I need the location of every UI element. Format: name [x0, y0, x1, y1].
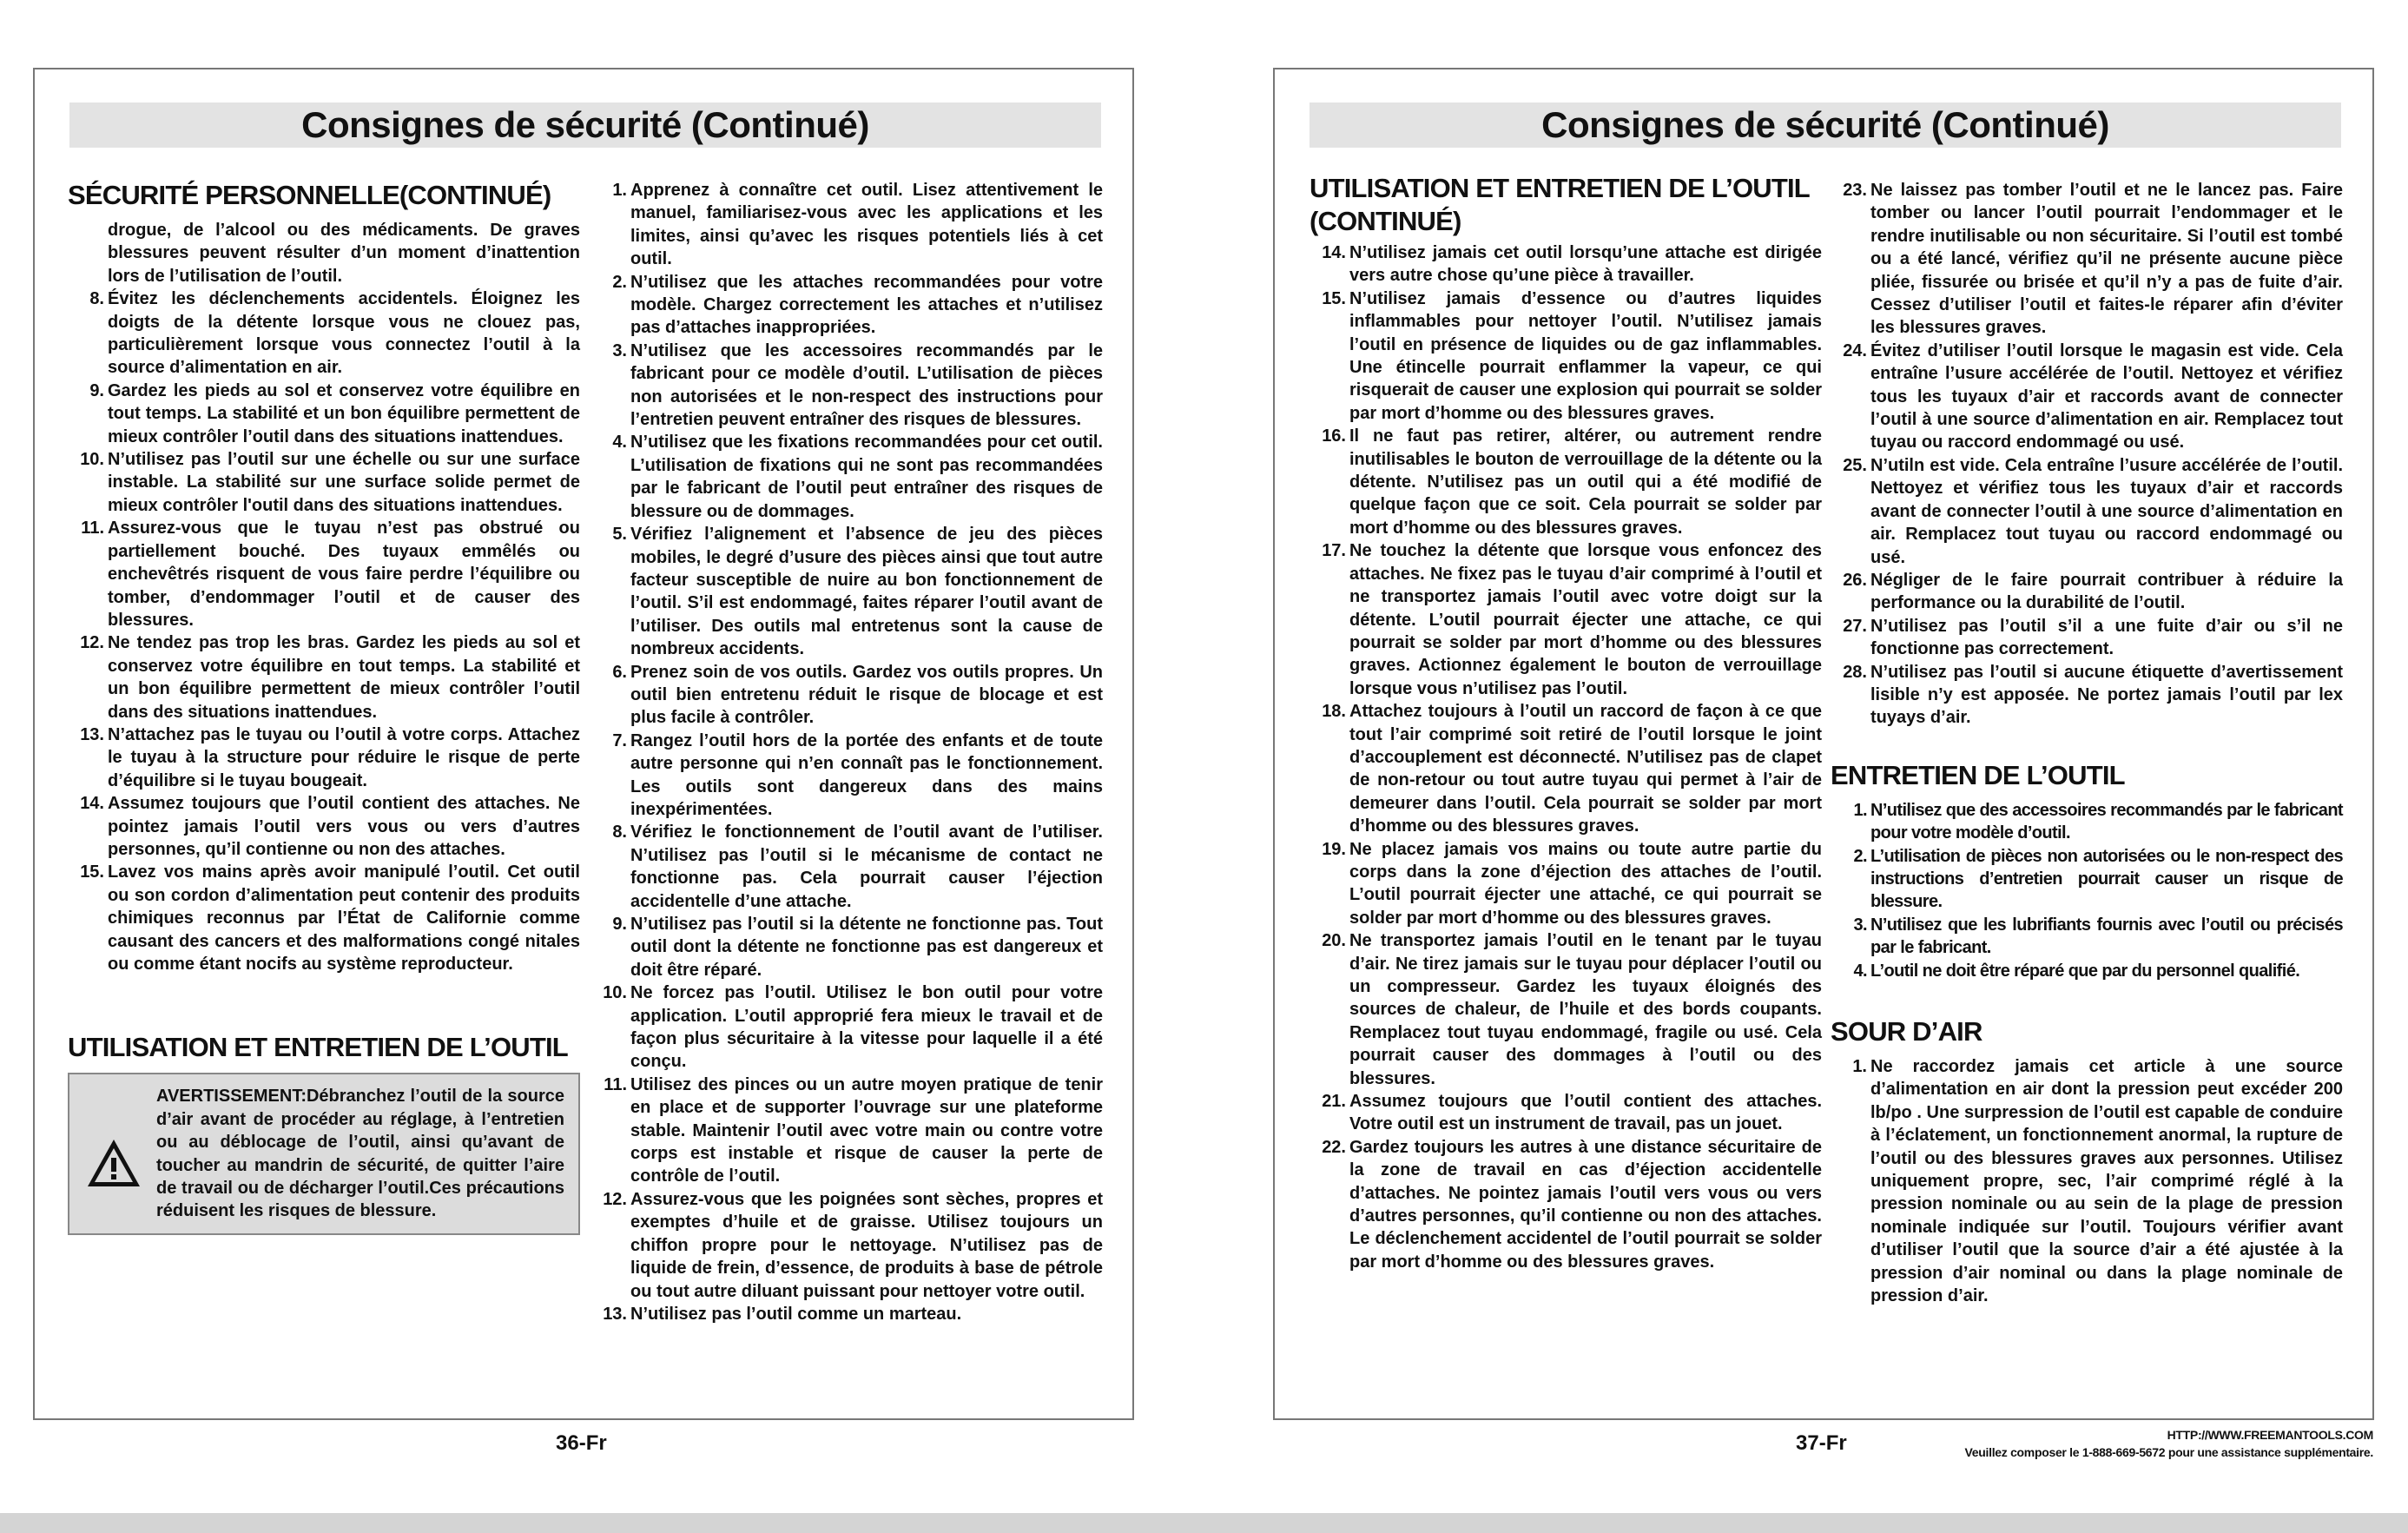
- item-number: 18.: [1322, 702, 1346, 722]
- item-number: 12.: [80, 633, 104, 653]
- item-text: N’utilisez que des accessoires recommandés par le fabricant pour votre modèle d’outil.: [1870, 800, 2343, 843]
- item-text: N’utilisez que les fixations recommandées pour cet outil. L’utilisation de fixations qui ne sont pas recommandées par le fabricant de l’outil peut entraîner des risques de blessure ou de dommages.: [630, 433, 1103, 521]
- list-item: [1310, 287, 1822, 425]
- list-item: [1310, 1136, 1822, 1273]
- item-number: 11.: [604, 1074, 627, 1094]
- list-item: [1310, 838, 1822, 930]
- item-number: 3.: [1853, 915, 1867, 935]
- list-item: [1310, 1090, 1822, 1136]
- item-number: 4.: [1853, 961, 1867, 981]
- item-number: 2.: [1853, 846, 1867, 866]
- item-number: 22.: [1322, 1137, 1346, 1157]
- item-text: Prenez soin de vos outils. Gardez vos outils propres. Un outil bien entretenu réduit le risque de blocage et est plus facile à contrôler.: [630, 662, 1103, 728]
- list-item: [1310, 929, 1822, 1090]
- item-number: 7.: [612, 730, 627, 750]
- right-left-column: [1310, 172, 1822, 1273]
- item-number: 10.: [603, 983, 627, 1003]
- item-number: 20.: [1322, 931, 1346, 951]
- list-item: [1831, 615, 2343, 661]
- item-number: 24.: [1843, 340, 1867, 360]
- item-number: 15.: [1322, 288, 1346, 308]
- item-text: Ne placez jamais vos mains ou toute autre partie du corps dans la zone d’éjection des attaches de l’outil. L’outil pourrait éjecter une attaché, ce qui pourrait se solder par mort d’homme ou des blessures graves.: [1349, 839, 1822, 928]
- item-text: N’utilisez pas l’outil si aucune étiquette d’avertissement lisible n’y est apposée. Ne portez jamais l’outil par lex tuyays d’air.: [1870, 662, 2343, 728]
- list-item: [590, 1303, 1103, 1325]
- item-text: Il ne faut pas retirer, altérer, ou autrement rendre inutilisables le bouton de verrouillage de la détente ou la détente. N’utilisez pas un outil qui a été modifié de quelque façon que ce soit. Cela pourrait se solder par mort d’homme ou des blessures graves.: [1349, 426, 1822, 538]
- heading-line: (CONTINUÉ): [1310, 206, 1461, 236]
- item-number: 15.: [80, 862, 104, 882]
- list-item: [590, 821, 1103, 913]
- item-text: N’utilisez pas l’outil comme un marteau.: [630, 1304, 962, 1324]
- continued-paragraph: drogue, de l’alcool ou des médicaments. De graves blessures peuvent résulter d’un moment d’inattention lors de l’utilisation de l’outil.: [108, 221, 580, 286]
- list-item: [590, 431, 1103, 523]
- list-item: [590, 1188, 1103, 1303]
- item-number: 3.: [612, 340, 627, 360]
- list-item: [68, 861, 580, 975]
- page-number-right: 37-Fr: [1796, 1431, 1847, 1455]
- list-item: [1831, 340, 2343, 454]
- item-number: 21.: [1322, 1092, 1346, 1112]
- right-right-column: [1831, 179, 2343, 1307]
- item-text: N’utilisez jamais cet outil lorsqu’une attache est dirigée vers autre chose qu’une pièce à travailler.: [1349, 243, 1822, 286]
- item-number: 19.: [1322, 839, 1346, 859]
- item-number: 28.: [1843, 662, 1867, 682]
- item-text: Ne touchez la détente que lorsque vous enfoncez des attaches. Ne fixez pas le tuyau d’air comprimé à l’outil et ne transportez jamais l’outil avec votre doigt sur la détente. L’outil pourrait éjecter une attache, ce qui pourrait se solder par mort d’homme ou des blessures graves. Actionnez également le bouton de verrouillage lorsque vous n’utilisez pas l’outil.: [1349, 541, 1822, 698]
- list-item: [590, 730, 1103, 822]
- heading-line: UTILISATION ET ENTRETIEN DE L’OUTIL: [1310, 173, 1810, 203]
- left-page: [33, 68, 1134, 1420]
- section-heading-tool-use-continued: [1310, 172, 1822, 238]
- section-heading-maintenance: ENTRETIEN DE L’OUTIL: [1831, 759, 2125, 790]
- list-item: [1831, 845, 2343, 914]
- item-text: N’utilisez que les accessoires recommandés par le fabricant pour ce modèle d’outil. L’utilisation de pièces non autorisées et le non-respect des instructions pour l’entretien peuvent entraîner des risques de blessures.: [630, 340, 1103, 430]
- item-text: Évitez les déclenchements accidentels. Éloignez les doigts de la détente lorsque vous ne clouez pas, particulièrement lorsque vous connectez l’outil à la source d’alimentation en air.: [108, 289, 580, 378]
- list-item: [1831, 799, 2343, 845]
- item-text: Utilisez des pinces ou un autre moyen pratique de tenir en place et de supporter l’ouvrage sur une plateforme stable. Maintenir l’outil avec votre main ou contre votre corps est instable et risque de causer la perte de contrôle de l’outil.: [630, 1074, 1103, 1186]
- item-text: Vérifiez le fonctionnement de l’outil avant de l’utiliser. N’utilisez pas l’outil si le mécanisme de contact ne fonctionne pas. Cela pourrait causer l’éjection accidentelle d’une attache.: [630, 823, 1103, 911]
- item-number: 13.: [80, 724, 104, 744]
- air-supply-list: [1831, 1055, 2343, 1307]
- list-item: [1310, 425, 1822, 539]
- item-text: Vérifiez l’alignement et l’absence de jeu des pièces mobiles, le degré d’usure des pièces ainsi que tout autre facteur susceptible de nuire au bon fonctionnement de l’outil. S’il est endommagé, faites réparer l’outil avant de l’utiliser. Des outils mal entretenus sont la cause de nombreux accidents.: [630, 525, 1103, 659]
- list-item: [68, 448, 580, 517]
- list-item: [68, 792, 580, 861]
- tool-use-list-end: [1831, 179, 2343, 730]
- item-text: Assurez-vous que les poignées sont sèches, propres et exemptes d’huile et de graisse. Utilisez toujours un chiffon propre pour le nettoyage. N’utilisez pas de liquide de frein, d’essence, de produits à base de pétrole ou tout autre diluant puissant pour nettoyer votre outil.: [630, 1189, 1103, 1301]
- page-number-left: 36-Fr: [556, 1431, 607, 1455]
- item-text: Négliger de le faire pourrait contribuer à réduire la performance ou la durabilité de l’outil.: [1870, 570, 2343, 613]
- tool-use-list: [590, 179, 1103, 1325]
- section-heading-personal-safety: SÉCURITÉ PERSONNELLE(CONTINUÉ): [68, 180, 551, 210]
- list-item: [1831, 1055, 2343, 1307]
- item-number: 14.: [80, 794, 104, 814]
- warning-text: AVERTISSEMENT:Débranchez l’outil de la source d’air avant de procéder au réglage, à l’entretien ou au déblocage de l’outil, ainsi qu’avant de toucher au mandrin de sécurité, de quitter l’aire de travail ou de décharger l’outil.Ces précautions réduisent les risques de blessure.: [156, 1087, 564, 1221]
- item-text: Lavez vos mains après avoir manipulé l’outil. Cet outil ou son cordon d’alimentation peut contenir des produits chimiques reconnus par l’État de Californie comme causant des cancers et des malformations congé nitales ou comme étant nocifs au système reproducteur.: [108, 862, 580, 974]
- list-item: [1310, 241, 1822, 287]
- warning-triangle-icon: [85, 1137, 142, 1189]
- item-number: 23.: [1843, 181, 1867, 200]
- list-item: [68, 517, 580, 631]
- list-item: [1831, 569, 2343, 615]
- footer-url: HTTP://WWW.FREEMANTOOLS.COM: [2167, 1428, 2373, 1442]
- item-number: 12.: [603, 1189, 627, 1209]
- footer-phone: Veuillez composer le 1-888-669-5672 pour une assistance supplémentaire.: [1964, 1445, 2373, 1459]
- tool-use-list-continued: [1310, 241, 1822, 1273]
- item-number: 6.: [612, 662, 627, 682]
- page-title-banner: Consignes de sécurité (Continué): [69, 102, 1101, 148]
- list-item: [590, 340, 1103, 432]
- item-number: 14.: [1322, 243, 1346, 262]
- item-text: Assurez-vous que le tuyau n’est pas obstrué ou partiellement bouché. Des tuyaux emmêlés ou enchevêtrés risquent de vous faire perdre l’équilibre ou tomber, d’endommager l’outil et de causer des blessures.: [108, 519, 580, 630]
- list-item: [1310, 539, 1822, 700]
- item-text: Attachez toujours à l’outil un raccord de façon à ce que tout l’air comprimé soit retiré de l’outil lorsque le joint d’accouplement est déconnecté. N’utilisez pas de clapet de non-retour ou tout autre tuyau qui permet à l’air de demeurer dans l’outil. Cela pourrait se solder par mort d’homme ou des blessures graves.: [1349, 702, 1822, 836]
- item-text: N’utilisez que les attaches recommandées pour votre modèle. Chargez correctement les attaches et n’utilisez pas d’attaches inappropriées.: [630, 272, 1103, 338]
- item-text: N’utilisez jamais d’essence ou d’autres liquides inflammables pour nettoyer l’outil. N’utilisez jamais l’outil en présence de liquides ou de gaz inflammables. Une étincelle pourrait enflammer la vapeur, ce qui risquerait de causer une explosion qui pourrait se solder par mort d’homme ou des blessures graves.: [1349, 288, 1822, 423]
- bottom-scroll-bar: [0, 1513, 2408, 1533]
- item-number: 9.: [612, 915, 627, 934]
- list-item: [590, 179, 1103, 271]
- maintenance-list: [1831, 799, 2343, 982]
- item-number: 10.: [80, 450, 104, 470]
- personal-safety-list: [68, 287, 580, 975]
- item-number: 1.: [1853, 800, 1867, 820]
- item-text: Rangez l’outil hors de la portée des enfants et de toute autre personne qui n’en connaît pas le fonctionnement. Les outils sont dangereux dans des mains inexpérimentées.: [630, 730, 1103, 819]
- item-text: Ne forcez pas l’outil. Utilisez le bon outil pour votre application. L’outil approprié fera mieux le travail et de façon plus sécuritaire à la vitesse pour laquelle il a été conçu.: [630, 983, 1103, 1072]
- item-text: Assumez toujours que l’outil contient des attaches. Ne pointez jamais l’outil vers vous ou vers d’autres personnes, qu’il contienne ou non des attaches.: [108, 794, 580, 859]
- item-text: Gardez les pieds au sol et conservez votre équilibre en tout temps. La stabilité et un bon équilibre permettent de mieux contrôler l’outil dans des situations inattendues.: [108, 380, 580, 446]
- item-text: Évitez d’utiliser l’outil lorsque le magasin est vide. Cela entraîne l’usure accélérée de l’outil. Nettoyez et vérifiez tous les tuyaux d’air et raccords avant de connecter l’outil à une source d’alimentation en air. Remplacez tout tuyau ou raccord endommagé ou usé.: [1870, 340, 2343, 453]
- item-number: 17.: [1322, 541, 1346, 561]
- item-number: 1.: [612, 181, 627, 200]
- item-number: 26.: [1843, 570, 1867, 590]
- item-text: Ne raccordez jamais cet article à une source d’alimentation en air dont la pression peut excéder 200 lb/po . Une surpression de l’outil est capable de conduire à l’éclatement, un fonctionnement anormal, la rupture de l’outil ou des blessures graves aux personnes. Utilisez uniquement propre, sec, l’air comprimé réglé à la pression nominale ou au sein de la plage de pression nominale indiquée sur l’outil. Toujours vérifier avant d’utiliser l’outil que la source d’air a été ajustée à la pression d’air nominal ou dans la plage nominale de pression d’air.: [1870, 1057, 2343, 1306]
- list-item: [1831, 914, 2343, 960]
- item-number: 16.: [1322, 426, 1346, 446]
- item-text: L’utilisation de pièces non autorisées ou le non-respect des instructions d’entretien pourrait causer un risque de blessure.: [1870, 846, 2343, 912]
- item-number: 8.: [89, 289, 104, 309]
- item-number: 5.: [612, 525, 627, 545]
- section-heading-tool-use: UTILISATION ET ENTRETIEN DE L’OUTIL: [68, 1032, 568, 1063]
- item-number: 2.: [612, 272, 627, 292]
- list-item: [590, 1074, 1103, 1188]
- item-number: 27.: [1843, 616, 1867, 636]
- item-text: Ne tendez pas trop les bras. Gardez les pieds au sol et conservez votre équilibre en tout temps. La stabilité et un bon équilibre permettent de mieux contrôler l’outil dans des situations inattendues.: [108, 633, 580, 722]
- item-text: N’utiln est vide. Cela entraîne l’usure accélérée de l’outil. Nettoyez et vérifiez tous les tuyaux d’air et raccords avant de connecter l’outil à une source d’alimentation en air. Remplacez tout tuyau ou raccord endommagé ou usé.: [1870, 455, 2343, 567]
- footer-contact: [1965, 1426, 2373, 1461]
- item-text: Ne laissez pas tomber l’outil et ne le lancez pas. Faire tomber ou lancer l’outil pourrait l’endommager et le rendre inutilisable ou non sécuritaire. Si l’outil est tombé ou a été lancé, vérifiez qu’il ne présente aucune pièce pliée, fissurée ou brisée et qu’il n’y a pas de fuite d’air. Cessez d’utiliser l’outil et faites-le réparer afin d’éviter les blessures graves.: [1870, 181, 2343, 338]
- item-text: N’utilisez pas l’outil si la détente ne fonctionne pas. Tout outil dont la détente ne fonctionne pas est dangereux et doit être réparé.: [630, 915, 1103, 980]
- list-item: [590, 661, 1103, 730]
- section-heading-air-supply: SOUR D’AIR: [1831, 1016, 1982, 1047]
- page-title-banner: Consignes de sécurité (Continué): [1310, 102, 2341, 148]
- list-item: [68, 287, 580, 380]
- list-item: [590, 913, 1103, 981]
- list-item: [68, 380, 580, 448]
- item-text: N’utilisez pas l’outil s’il a une fuite d’air ou s’il ne fonctionne pas correctement.: [1870, 616, 2343, 659]
- middle-column: [590, 179, 1103, 1325]
- item-number: 13.: [603, 1304, 627, 1324]
- item-number: 11.: [81, 519, 104, 539]
- item-text: Apprenez à connaître cet outil. Lisez attentivement le manuel, familiarisez-vous avec les applications et les limites, ainsi qu’avec les risques potentiels liés à cet outil.: [630, 181, 1103, 269]
- item-text: L’outil ne doit être réparé que par du personnel qualifié.: [1870, 961, 2300, 981]
- item-text: Assumez toujours que l’outil contient des attaches. Votre outil est un instrument de travail, pas un jouet.: [1349, 1092, 1822, 1134]
- list-item: [68, 724, 580, 792]
- list-item: [1831, 179, 2343, 340]
- list-item: [590, 271, 1103, 340]
- right-page: [1273, 68, 2374, 1420]
- item-number: 9.: [89, 380, 104, 400]
- item-text: N’utilisez pas l’outil sur une échelle ou sur une surface instable. La stabilité sur une surface solide permet de mieux contrôler l'outil dans des situations inattendues.: [108, 450, 580, 515]
- item-number: 25.: [1843, 455, 1867, 475]
- left-column: [68, 179, 580, 1235]
- item-text: N’attachez pas le tuyau ou l’outil à votre corps. Attachez le tuyau à la structure pour réduire le risque de perte d’équilibre si le tuyau bougeait.: [108, 724, 580, 790]
- item-text: N’utilisez que les lubrifiants fournis avec l’outil ou précisés par le fabricant.: [1870, 915, 2343, 958]
- list-item: [590, 523, 1103, 660]
- list-item: [1310, 700, 1822, 837]
- item-number: 4.: [612, 433, 627, 453]
- item-text: Ne transportez jamais l’outil en le tenant par le tuyau d’air. Ne tirez jamais sur le tuyau pour déplacer l’outil ou un compresseur. Gardez les tuyaux éloignés des sources de chaleur, de l’huile et des bords coupants. Remplacez tout tuyau endommagé, fragile ou usé. Cela pourrait causer des dommages à l’outil ou des blessures.: [1349, 931, 1822, 1088]
- list-item: [1831, 661, 2343, 730]
- list-item: [1831, 960, 2343, 982]
- list-item: [1831, 454, 2343, 569]
- list-item: [68, 631, 580, 724]
- list-item: [590, 981, 1103, 1074]
- item-text: Gardez toujours les autres à une distance sécuritaire de la zone de travail en cas d’éjection accidentelle d’attaches. Ne pointez jamais l’outil vers vous ou vers d’autres personnes, qu’il contienne ou non des attaches. Le déclenchement accidentel de l’outil pourrait se solder par mort d’homme ou des blessures graves.: [1349, 1137, 1822, 1272]
- warning-box: [68, 1073, 580, 1234]
- item-number: 8.: [612, 823, 627, 842]
- item-number: 1.: [1852, 1057, 1867, 1076]
